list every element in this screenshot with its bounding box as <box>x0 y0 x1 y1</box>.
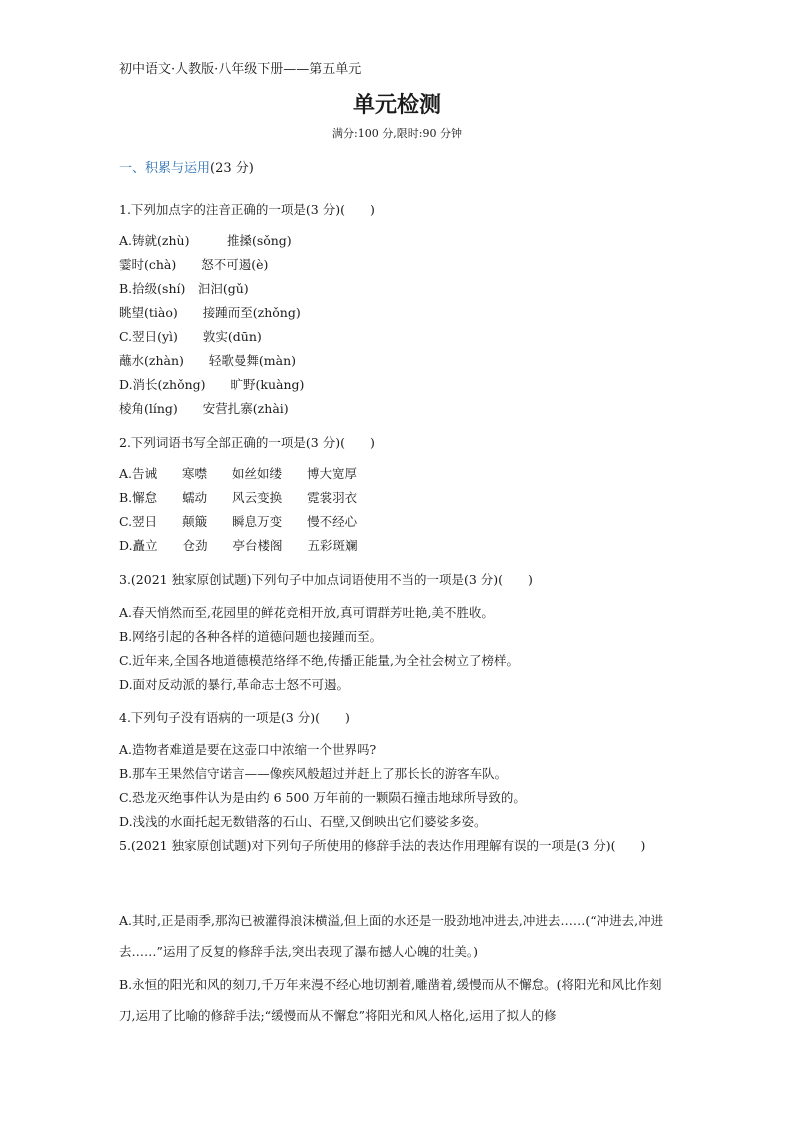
question-1-line: 眺望(tiào) 接踵而至(zhǒng) <box>119 305 301 320</box>
page-subtitle: 满分:100 分,限时:90 分钟 <box>332 127 462 140</box>
question-3-option: B.网络引起的各种各样的道德问题也接踵而至。 <box>119 629 383 644</box>
question-1-line: B.拾级(shí) 汩汩(gǔ) <box>119 281 249 296</box>
header-top-line: 初中语文·人教版·八年级下册——第五单元 <box>119 62 362 77</box>
question-2-option: D.矗立 仓劲 亭台楼阁 五彩斑斓 <box>119 538 358 553</box>
question-5-option: A.其时,正是雨季,那沟已被灌得浪沫横溢,但上面的水还是一股劲地冲进去,冲进去……(“冲进去,冲进去……”运用了反复的修辞手法,突出表现了瀑布撼人心魄的壮美。) <box>119 913 664 959</box>
question-2-stem: 2.下列词语书写全部正确的一项是(3 分)( ) <box>119 435 375 450</box>
question-3-option: D.面对反动派的暴行,革命志士怒不可遏。 <box>119 677 350 692</box>
question-5-option: B.永恒的阳光和风的刻刀,千万年来漫不经心地切割着,雕凿着,缓慢而从不懈怠。(将阳光和风比作刻刀,运用了比喻的修辞手法;“缓慢而从不懈怠”将阳光和风人格化,运用了拟人的修 <box>119 977 662 1023</box>
section-score: (23 分) <box>210 161 254 176</box>
question-1-line: A.铸就(zhù) 推搡(sǒng) <box>119 233 292 248</box>
question-1-line: 霎时(chà) 怒不可遏(è) <box>119 257 269 272</box>
question-2-option: B.懈怠 蠕动 风云变换 霓裳羽衣 <box>119 490 358 505</box>
page-title: 单元检测 <box>352 93 441 118</box>
question-4-option: D.浅浅的水面托起无数错落的石山、石壁,又倒映出它们婆娑多姿。 <box>119 814 487 829</box>
section-label: 一、积累与运用 <box>119 161 211 176</box>
question-4-stem: 4.下列句子没有语病的一项是(3 分)( ) <box>119 710 350 725</box>
question-3-stem: 3.(2021 独家原创试题)下列句子中加点词语使用不当的一项是(3 分)( ) <box>119 572 533 587</box>
question-1-line: D.消长(zhǒng) 旷野(kuàng) <box>119 377 305 392</box>
question-2-option: A.告诫 寒噤 如丝如缕 博大宽厚 <box>119 466 358 481</box>
section-heading <box>119 161 254 177</box>
question-4-option: A.造物者难道是要在这壶口中浓缩一个世界吗? <box>119 742 377 757</box>
question-4-option: B.那车王果然信守诺言——像疾风般超过并赶上了那长长的游客车队。 <box>119 766 508 781</box>
question-4-option: C.恐龙灭绝事件认为是由约 6 500 万年前的一颗陨石撞击地球所导致的。 <box>119 790 526 805</box>
question-3-option: C.近年来,全国各地道德模范络绎不绝,传播正能量,为全社会树立了榜样。 <box>119 653 520 668</box>
question-1-line: 蘸水(zhàn) 轻歌曼舞(màn) <box>119 353 297 368</box>
question-1-line: C.翌日(yì) 敦实(dūn) <box>119 329 262 344</box>
question-1-stem: 1.下列加点字的注音正确的一项是(3 分)( ) <box>119 202 375 217</box>
question-1-line: 棱角(líng) 安营扎寨(zhài) <box>119 401 289 416</box>
question-3-option: A.春天悄然而至,花园里的鲜花竞相开放,真可谓群芳吐艳,美不胜收。 <box>119 605 494 620</box>
question-5-stem: 5.(2021 独家原创试题)对下列句子所使用的修辞手法的表达作用理解有误的一项是(3 分)( ) <box>119 838 646 853</box>
question-2-option: C.翌日 颠簸 瞬息万变 慢不经心 <box>119 514 358 529</box>
